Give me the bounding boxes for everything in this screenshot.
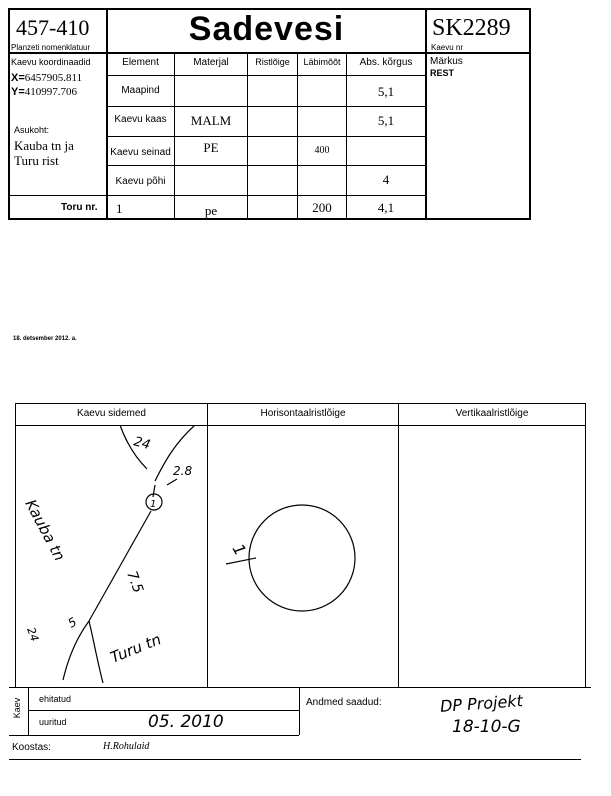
x-value: 6457905.811 — [24, 72, 83, 84]
andmed-line2: 18-10-G — [452, 717, 521, 737]
ehitatud-label: ehitatud — [39, 694, 72, 704]
markus-value: REST — [430, 68, 455, 78]
y-prefix: Y= — [11, 86, 25, 98]
row-abs: 5,1 — [377, 113, 395, 128]
nomenklatuur-label: Planzeti nomenklatuur — [11, 43, 91, 52]
row-element: Maapind — [121, 85, 160, 96]
nomenklatuur-value: 457-410 — [16, 15, 90, 40]
row-abs: 4 — [382, 172, 390, 187]
andmed-line1: DP Projekt — [439, 691, 524, 716]
markus-label: Märkus — [430, 56, 463, 67]
connection-line — [153, 485, 155, 497]
uuritud-label: uuritud — [39, 717, 67, 727]
asukoht-line2: Turu rist — [14, 153, 59, 168]
dim-label: 24 — [24, 625, 42, 644]
th-labimoot: Läbimõõt — [303, 57, 341, 67]
horizontal-section — [208, 426, 398, 687]
row-abs: 5,1 — [377, 84, 395, 99]
manhole-label: 1 — [150, 499, 157, 510]
x-prefix: X= — [11, 72, 25, 84]
kaev-label: Kaev — [12, 697, 22, 719]
th-abs: Abs. kõrgus — [359, 57, 413, 68]
row-materjal: PE — [203, 140, 219, 155]
dim-label: 7.5 — [123, 568, 146, 596]
row-element: Kaevu põhi — [115, 176, 166, 187]
toru-nr: 1 — [116, 201, 123, 216]
coords-label: Kaevu koordinaadid — [11, 57, 91, 67]
toru-labimoot: 200 — [312, 200, 332, 215]
andmed-label: Andmed saadud: — [306, 697, 382, 708]
pipe-line — [89, 511, 151, 621]
dim-label: 2.8 — [173, 464, 193, 478]
toru-abs: 4,1 — [377, 200, 395, 215]
row-materjal: MALM — [190, 113, 232, 128]
dim-label: 24 — [131, 434, 152, 454]
col-header-sidemed: Kaevu sidemed — [77, 408, 146, 419]
manhole-circle — [249, 505, 355, 611]
koostas-value: H.Rohulaid — [103, 741, 150, 752]
y-value: 410997.706 — [24, 86, 78, 98]
col-header-horisontaal: Horisontaalristlõige — [260, 408, 346, 419]
y-coordinate — [11, 86, 77, 98]
asukoht-line1: Kauba tn ja — [14, 138, 74, 153]
th-element: Element — [122, 57, 159, 68]
date-line: 18. detsember 2012. a. — [13, 336, 77, 342]
street-label: Kauba tn — [21, 496, 69, 564]
row-element: Kaevu kaas — [114, 114, 167, 125]
kaev-nr-label: Kaevu nr — [431, 43, 464, 52]
col-header-vertikaal: Vertikaalristlõige — [455, 408, 529, 419]
branch-line — [63, 621, 89, 680]
pipe-number: 1 — [228, 540, 251, 559]
toru-materjal: pe — [204, 203, 218, 218]
uuritud-value: 05. 2010 — [148, 712, 224, 732]
th-materjal: Materjal — [193, 57, 229, 68]
x-coordinate — [11, 72, 82, 84]
asukoht-label: Asukoht: — [14, 125, 50, 135]
street-label: Turu tn — [107, 630, 164, 667]
koostas-label: Koostas: — [12, 742, 51, 753]
th-ristloige: Ristlõige — [255, 57, 290, 67]
row-element: Kaevu seinad — [110, 147, 171, 158]
kaev-nr-value: SK2289 — [432, 15, 511, 41]
pipe-marker — [226, 558, 256, 564]
pipe-sketch — [15, 425, 207, 687]
toru-label: Toru nr. — [61, 202, 98, 213]
branch-line — [89, 621, 103, 683]
page-title: Sadevesi — [188, 10, 345, 48]
row-labimoot: 400 — [314, 145, 330, 156]
dimension-tick — [167, 479, 177, 485]
dim-label: 5 — [65, 614, 80, 631]
